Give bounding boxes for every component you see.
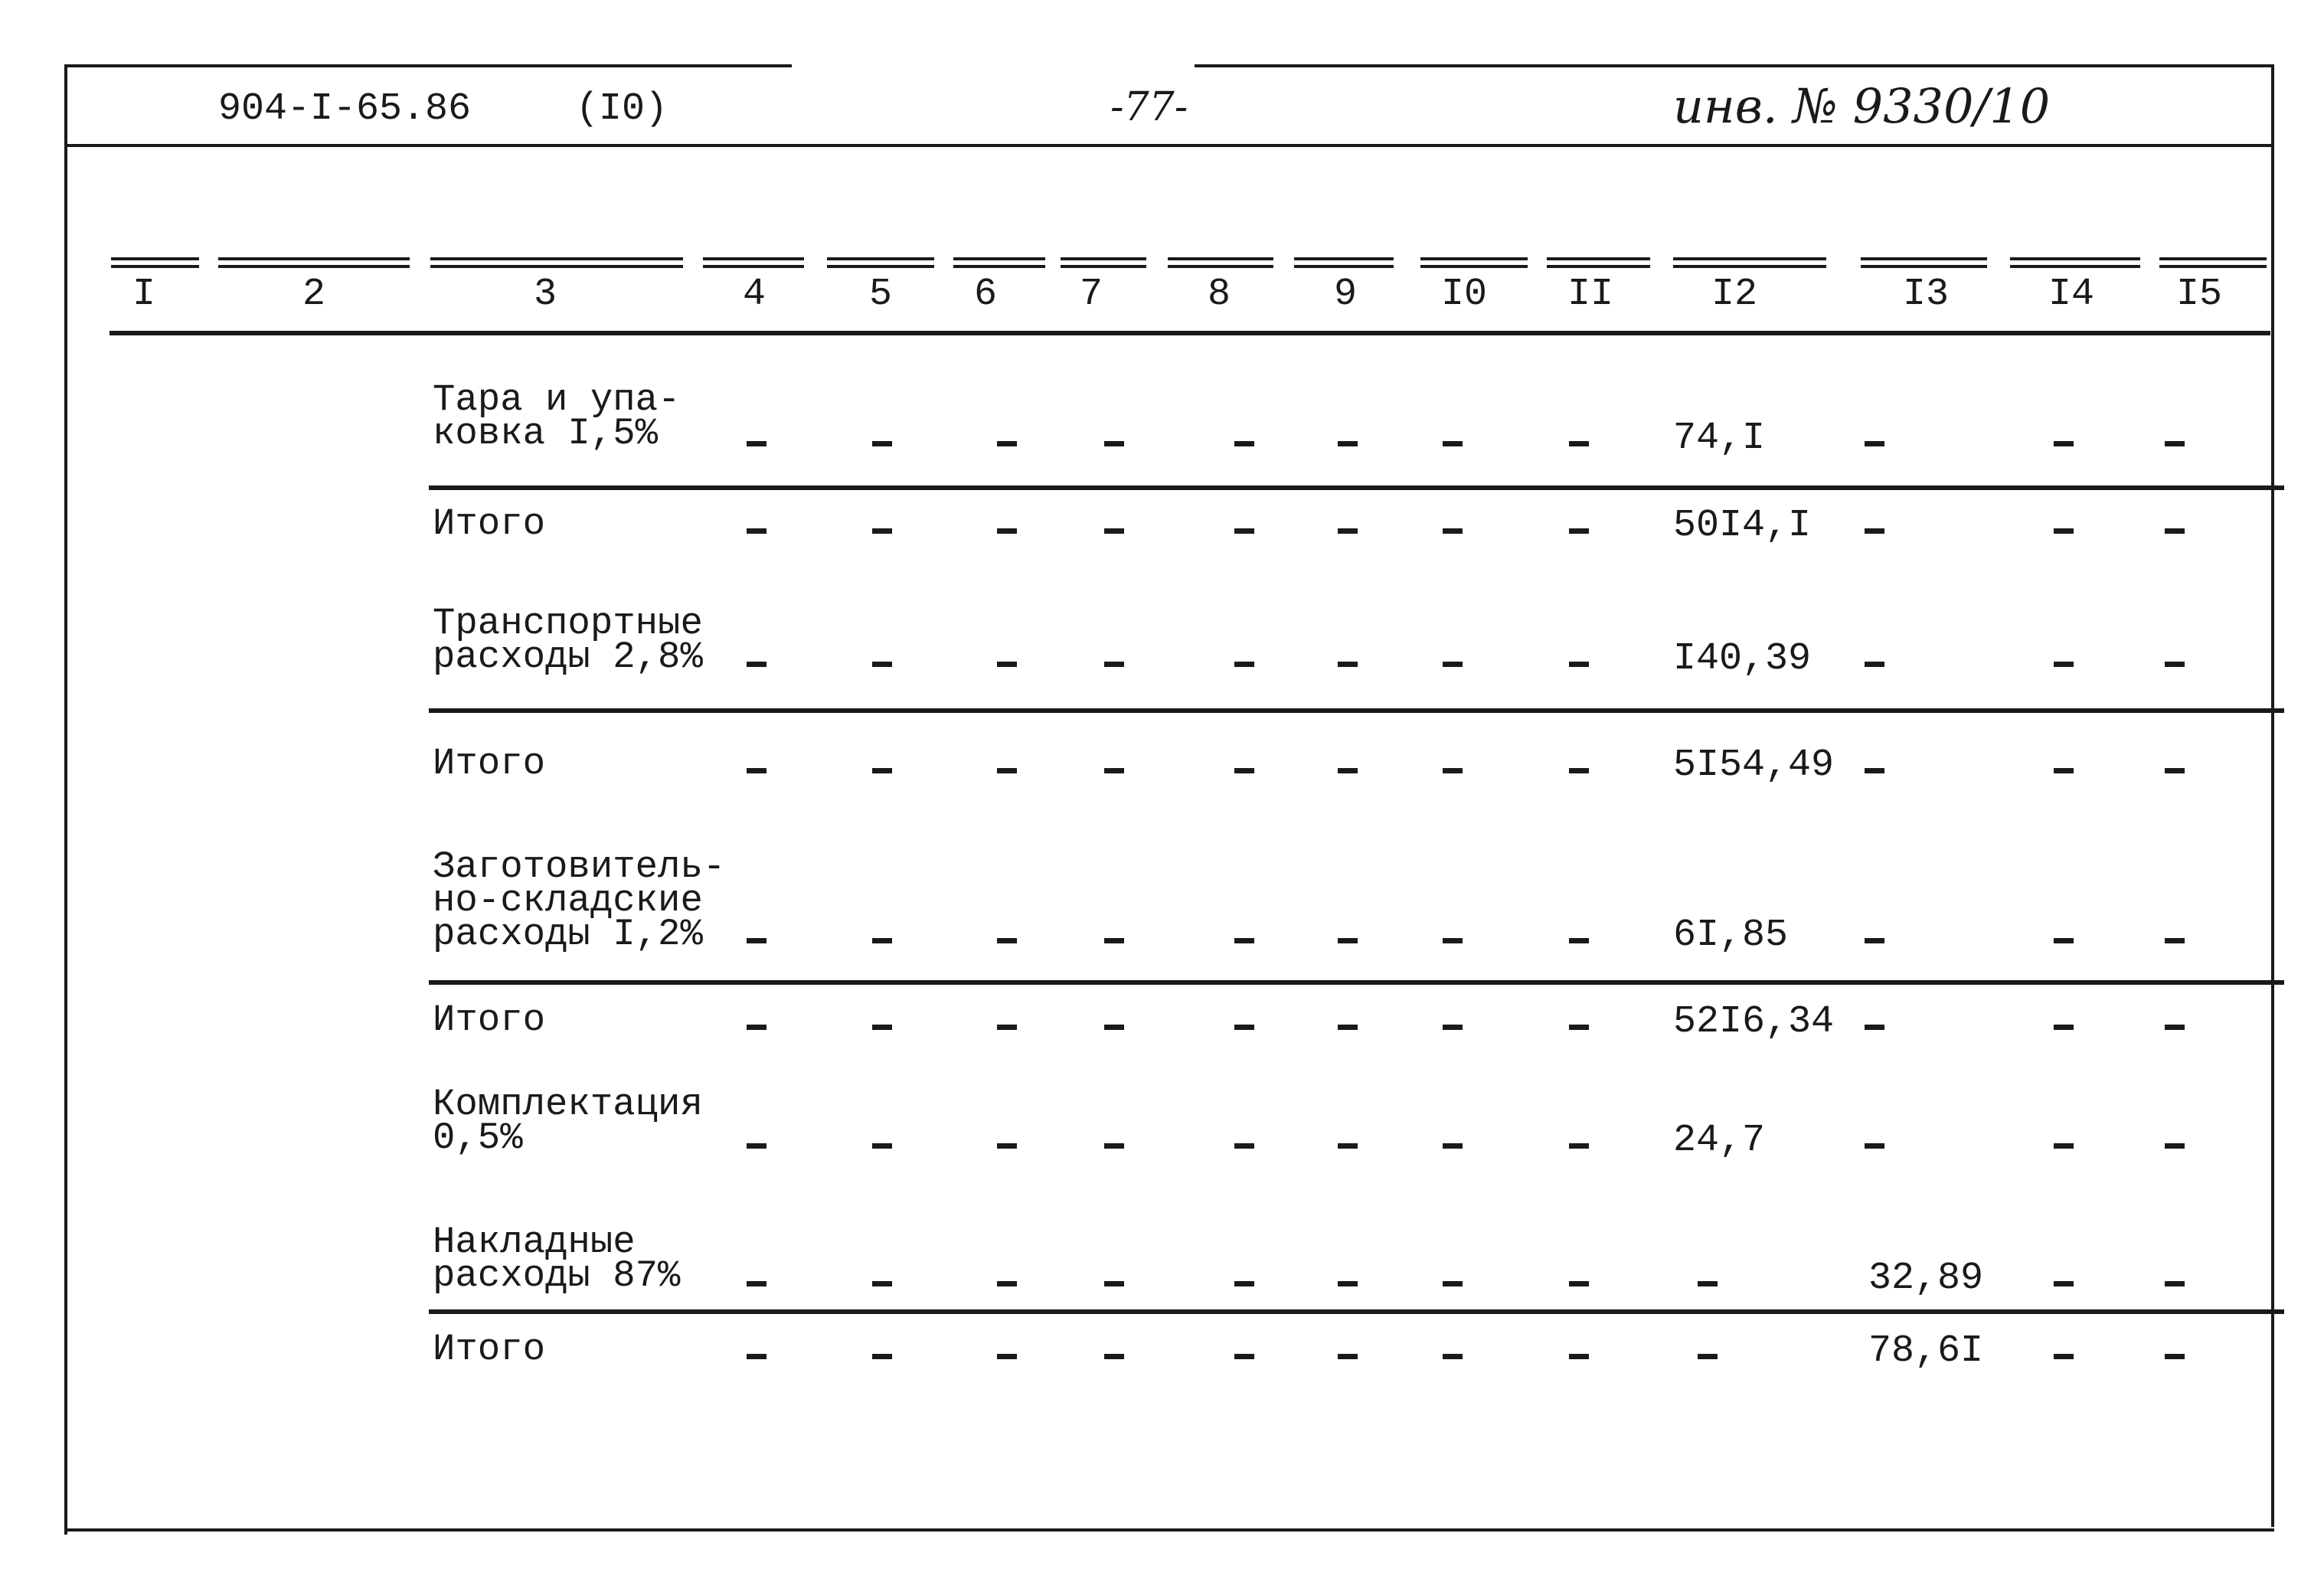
empty-cell-dash xyxy=(872,441,892,446)
empty-cell-dash xyxy=(1104,1025,1124,1030)
empty-cell-dash xyxy=(2165,528,2185,534)
table-cell-value: 74,I xyxy=(1673,417,1766,460)
empty-cell-dash xyxy=(2165,662,2185,667)
empty-cell-dash xyxy=(1234,1354,1254,1359)
empty-cell-dash xyxy=(1698,1354,1718,1359)
table-cell-value: 5I54,49 xyxy=(1673,744,1835,787)
empty-cell-dash xyxy=(747,938,766,943)
frame-right xyxy=(2271,64,2274,1527)
column-number: 4 xyxy=(742,273,766,316)
row-label: Комплектация 0,5% xyxy=(433,1083,703,1160)
header-rule xyxy=(1673,257,1826,268)
empty-cell-dash xyxy=(2165,1143,2185,1149)
empty-cell-dash xyxy=(1234,528,1254,534)
empty-cell-dash xyxy=(1104,1143,1124,1149)
column-number: 6 xyxy=(973,273,998,316)
empty-cell-dash xyxy=(1338,662,1358,667)
empty-cell-dash xyxy=(872,528,892,534)
empty-cell-dash xyxy=(1104,441,1124,446)
empty-cell-dash xyxy=(1443,441,1463,446)
empty-cell-dash xyxy=(747,768,766,773)
empty-cell-dash xyxy=(747,1281,766,1286)
empty-cell-dash xyxy=(872,1025,892,1030)
empty-cell-dash xyxy=(1104,1354,1124,1359)
row-separator xyxy=(429,485,2284,490)
table-cell-value: 32,89 xyxy=(1868,1257,1984,1300)
empty-cell-dash xyxy=(1569,1025,1589,1030)
section-number: (I0) xyxy=(576,87,668,131)
empty-cell-dash xyxy=(747,441,766,446)
empty-cell-dash xyxy=(997,662,1017,667)
empty-cell-dash xyxy=(872,662,892,667)
empty-cell-dash xyxy=(1234,768,1254,773)
empty-cell-dash xyxy=(1234,1143,1254,1149)
empty-cell-dash xyxy=(747,1025,766,1030)
empty-cell-dash xyxy=(997,528,1017,534)
empty-cell-dash xyxy=(2165,441,2185,446)
empty-cell-dash xyxy=(1234,938,1254,943)
empty-cell-dash xyxy=(2054,768,2074,773)
empty-cell-dash xyxy=(2165,1281,2185,1286)
row-label: Итого xyxy=(433,1328,546,1371)
empty-cell-dash xyxy=(997,768,1017,773)
frame-left xyxy=(64,64,67,1535)
row-label: Заготовитель- но-складские расходы I,2% xyxy=(433,845,726,956)
row-label: Итого xyxy=(433,742,546,785)
row-label: Итого xyxy=(433,502,546,545)
empty-cell-dash xyxy=(2054,938,2074,943)
column-number: 5 xyxy=(868,273,893,316)
table-cell-value: 52I6,34 xyxy=(1673,1000,1835,1044)
empty-cell-dash xyxy=(1569,1354,1589,1359)
empty-cell-dash xyxy=(1865,662,1884,667)
empty-cell-dash xyxy=(997,441,1017,446)
empty-cell-dash xyxy=(2165,938,2185,943)
header-rule xyxy=(1547,257,1650,268)
empty-cell-dash xyxy=(1865,1025,1884,1030)
column-number: 2 xyxy=(302,273,326,316)
empty-cell-dash xyxy=(872,1354,892,1359)
empty-cell-dash xyxy=(2054,1025,2074,1030)
empty-cell-dash xyxy=(1104,768,1124,773)
empty-cell-dash xyxy=(1338,1281,1358,1286)
empty-cell-dash xyxy=(1338,528,1358,534)
column-number: I5 xyxy=(2175,273,2223,316)
empty-cell-dash xyxy=(1234,1281,1254,1286)
header-rule xyxy=(218,257,410,268)
empty-cell-dash xyxy=(1338,938,1358,943)
empty-cell-dash xyxy=(2165,1354,2185,1359)
empty-cell-dash xyxy=(1443,1143,1463,1149)
header-rule xyxy=(827,257,934,268)
empty-cell-dash xyxy=(1443,938,1463,943)
header-rule xyxy=(1294,257,1394,268)
empty-cell-dash xyxy=(872,1281,892,1286)
empty-cell-dash xyxy=(1865,768,1884,773)
empty-cell-dash xyxy=(1104,662,1124,667)
empty-cell-dash xyxy=(1234,662,1254,667)
empty-cell-dash xyxy=(997,1025,1017,1030)
empty-cell-dash xyxy=(1104,1281,1124,1286)
header-rule xyxy=(1861,257,1987,268)
table-cell-value: I40,39 xyxy=(1673,637,1812,681)
empty-cell-dash xyxy=(1865,938,1884,943)
empty-cell-dash xyxy=(2054,1281,2074,1286)
empty-cell-dash xyxy=(1443,1281,1463,1286)
header-rule xyxy=(2159,257,2267,268)
column-number: I xyxy=(132,273,156,316)
empty-cell-dash xyxy=(1338,1354,1358,1359)
row-label: Накладные расходы 87% xyxy=(433,1221,681,1298)
page-number: -77- xyxy=(1110,84,1188,130)
empty-cell-dash xyxy=(747,1354,766,1359)
empty-cell-dash xyxy=(1569,528,1589,534)
empty-cell-dash xyxy=(1443,1354,1463,1359)
header-rule xyxy=(703,257,804,268)
row-separator xyxy=(429,708,2284,713)
empty-cell-dash xyxy=(747,1143,766,1149)
empty-cell-dash xyxy=(2054,441,2074,446)
empty-cell-dash xyxy=(1865,1143,1884,1149)
frame-top-left xyxy=(64,64,792,67)
empty-cell-dash xyxy=(872,1143,892,1149)
empty-cell-dash xyxy=(997,938,1017,943)
empty-cell-dash xyxy=(1338,441,1358,446)
empty-cell-dash xyxy=(872,768,892,773)
column-number: I3 xyxy=(1902,273,1950,316)
document-code: 904-I-65.86 xyxy=(218,87,472,131)
header-rule xyxy=(1420,257,1528,268)
empty-cell-dash xyxy=(2165,1025,2185,1030)
column-number: 8 xyxy=(1207,273,1231,316)
empty-cell-dash xyxy=(1234,1025,1254,1030)
row-separator xyxy=(429,980,2284,985)
empty-cell-dash xyxy=(747,528,766,534)
header-rule xyxy=(1061,257,1146,268)
empty-cell-dash xyxy=(872,938,892,943)
empty-cell-dash xyxy=(1698,1281,1718,1286)
empty-cell-dash xyxy=(1104,938,1124,943)
empty-cell-dash xyxy=(997,1354,1017,1359)
empty-cell-dash xyxy=(1569,662,1589,667)
empty-cell-dash xyxy=(1865,528,1884,534)
empty-cell-dash xyxy=(1104,528,1124,534)
empty-cell-dash xyxy=(1443,1025,1463,1030)
column-number: I4 xyxy=(2048,273,2095,316)
table-cell-value: 24,7 xyxy=(1673,1119,1766,1162)
empty-cell-dash xyxy=(1443,768,1463,773)
empty-cell-dash xyxy=(1865,441,1884,446)
table-cell-value: 6I,85 xyxy=(1673,914,1789,957)
table-cell-value: 78,6I xyxy=(1868,1329,1984,1373)
empty-cell-dash xyxy=(997,1281,1017,1286)
empty-cell-dash xyxy=(747,662,766,667)
header-rule xyxy=(953,257,1045,268)
empty-cell-dash xyxy=(2054,1143,2074,1149)
row-label: Итого xyxy=(433,999,546,1041)
column-number: II xyxy=(1567,273,1614,316)
empty-cell-dash xyxy=(997,1143,1017,1149)
row-label: Транспортные расходы 2,8% xyxy=(433,602,703,679)
header-rule xyxy=(430,257,683,268)
column-number: 7 xyxy=(1079,273,1103,316)
empty-cell-dash xyxy=(1338,1025,1358,1030)
empty-cell-dash xyxy=(2054,1354,2074,1359)
inventory-number: инв. № 9330/10 xyxy=(1673,78,2051,134)
row-separator xyxy=(429,1309,2284,1314)
empty-cell-dash xyxy=(1443,662,1463,667)
frame-top-right xyxy=(1195,64,2274,67)
header-rule xyxy=(111,257,199,268)
table-cell-value: 50I4,I xyxy=(1673,504,1812,548)
header-bottom-rule xyxy=(109,331,2270,335)
row-label: Тара и упа- ковка I,5% xyxy=(433,378,681,456)
empty-cell-dash xyxy=(1338,1143,1358,1149)
empty-cell-dash xyxy=(1234,441,1254,446)
header-rule xyxy=(2010,257,2140,268)
empty-cell-dash xyxy=(1569,1281,1589,1286)
empty-cell-dash xyxy=(1338,768,1358,773)
header-divider xyxy=(64,144,2274,147)
empty-cell-dash xyxy=(1569,441,1589,446)
empty-cell-dash xyxy=(1569,938,1589,943)
frame-bottom xyxy=(64,1528,2274,1532)
column-number: I2 xyxy=(1711,273,1758,316)
column-number: 3 xyxy=(533,273,557,316)
empty-cell-dash xyxy=(2165,768,2185,773)
empty-cell-dash xyxy=(1443,528,1463,534)
empty-cell-dash xyxy=(1569,768,1589,773)
header-rule xyxy=(1168,257,1273,268)
empty-cell-dash xyxy=(2054,662,2074,667)
empty-cell-dash xyxy=(2054,528,2074,534)
column-number: 9 xyxy=(1333,273,1358,316)
column-number: I0 xyxy=(1440,273,1488,316)
empty-cell-dash xyxy=(1569,1143,1589,1149)
